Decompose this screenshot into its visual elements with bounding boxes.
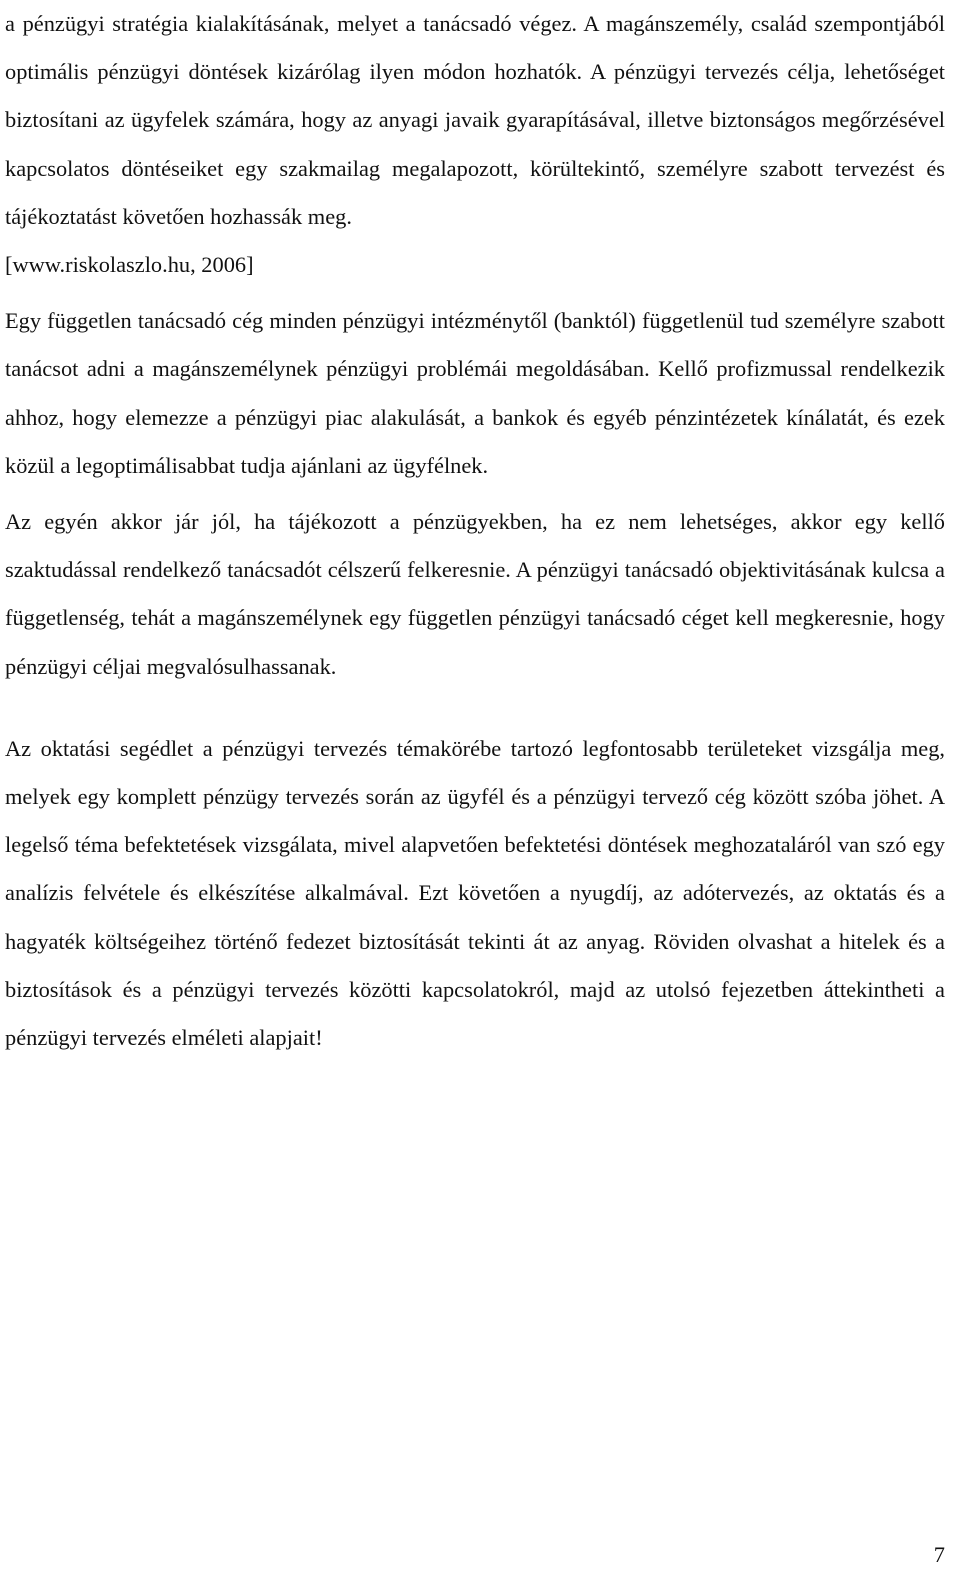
document-body: [5, 0, 945, 1062]
page-number: 7: [933, 1542, 945, 1567]
paragraph-individual-benefit: Az egyén akkor jár jól, ha tájékozott a pénzügyekben, ha ez nem lehetséges, akkor egy kellő szaktudással rendelkező tanácsadót célszerű felkeresnie. A pénzügyi tanácsadó objektivitásának kulcsa a függetlenség, tehát a magánszemélynek egy független pénzügyi tanácsadó céget kell megkeresnie, hogy pénzügyi céljai megvalósulhassanak.: [5, 509, 945, 679]
paragraph-course-overview: Az oktatási segédlet a pénzügyi tervezés témakörébe tartozó legfontosabb területeket vizsgálja meg, melyek egy komplett pénzügy tervezés során az ügyfél és a pénzügyi tervező cég között szóba jöhet. A legelső téma befektetések vizsgálata, mivel alapvetően befektetési döntések meghozataláról van szó egy analízis felvétele és elkészítése alkalmával. Ezt követően a nyugdíj, az adótervezés, az oktatás és a hagyaték költségeihez történő fedezet biztosítását tekinti át az anyag. Röviden olvashat a hitelek és a biztosítások és a pénzügyi tervezés közötti kapcsolatokról, majd az utolsó fejezetben áttekintheti a pénzügyi tervezés elméleti alapjait!: [5, 735, 945, 1051]
section-spacer: [5, 691, 945, 725]
paragraph-spacer: [5, 289, 945, 297]
paragraph-spacer: [5, 490, 945, 498]
citation-source: [www.riskolaszlo.hu, 2006]: [5, 252, 254, 278]
paragraph-financial-planning-purpose: a pénzügyi stratégia kialakításának, melyet a tanácsadó végez. A magánszemély, család szempontjából optimális pénzügyi döntések kizárólag ilyen módon hozhatók. A pénzügyi tervezés célja, lehetőséget biztosítani az ügyfelek számára, hogy az anyagi javaik gyarapításával, illetve biztonságos megőrzésével kapcsolatos döntéseiket egy szakmailag megalapozott, körültekintő, személyre szabott tervezést és tájékoztatást követően hozhassák meg.: [5, 11, 945, 229]
paragraph-independent-advisor: Egy független tanácsadó cég minden pénzügyi intézménytől (banktól) függetlenül tud személyre szabott tanácsot adni a magánszemélynek pénzügyi problémái megoldásában. Kellő profizmussal rendelkezik ahhoz, hogy elemezze a pénzügyi piac alakulását, a bankok és egyéb pénzintézetek kínálatát, és ezek közül a legoptimálisabbat tudja ajánlani az ügyfélnek.: [5, 308, 945, 478]
